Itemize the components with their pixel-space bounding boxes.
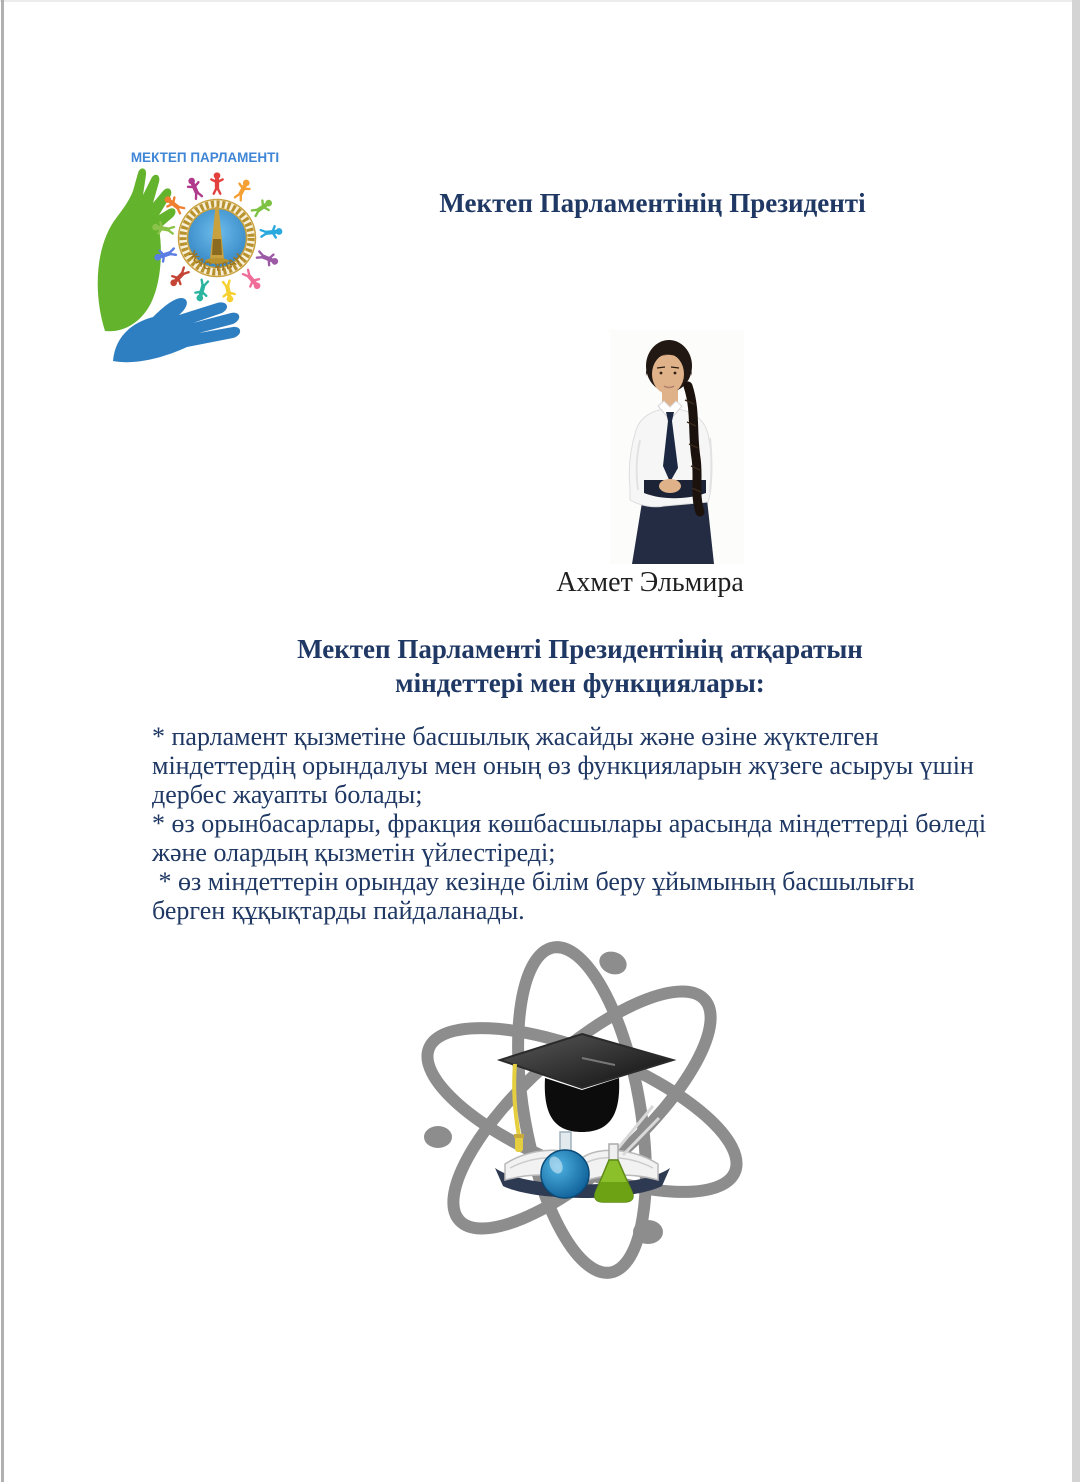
school-parliament-logo [75,133,310,365]
science-atom-graphic [415,938,750,1286]
section-heading-line1: Мектеп Парламенті Президентінің атқаратын [297,634,863,664]
page-edge-left [1,0,4,1482]
page-title: Мектеп Парламентінің Президенті [439,188,866,218]
duty-item: * өз орынбасарлары, фракция көшбасшылары арасында міндеттерді бөледі және олардың қызметін үйлестіреді; [152,809,993,867]
president-photo [610,330,744,564]
portrait-graphic [610,330,744,564]
page-edge-right [1072,0,1080,1482]
logo-caption-text: МЕКТЕП ПАРЛАМЕНТІ [130,150,280,165]
duty-item: * парламент қызметіне басшылық жасайды және өзіне жүктелген міндеттердің орындалуы мен оның өз функцияларын жүзеге асыруы үшін дербес жауапты болады; [152,722,981,809]
science-atom-logo [415,938,750,1286]
section-heading-line2: міндеттері мен функциялары: [395,668,765,698]
school-parliament-logo-graphic [75,133,310,365]
duties-text [152,722,993,925]
page-edge-top [0,0,1080,2]
section-heading [150,632,1010,700]
green-hand-icon [98,168,176,331]
photo-caption: Ахмет Эльмира [556,567,744,598]
blue-flask-icon [541,1132,589,1198]
duty-item: * өз міндеттерін орындау кезінде білім беру ұйымының басшылығы берген құқықтарды пайдаланады. [152,867,922,925]
emblem-curved-text: ЖАС ҰЛАН [185,248,247,274]
